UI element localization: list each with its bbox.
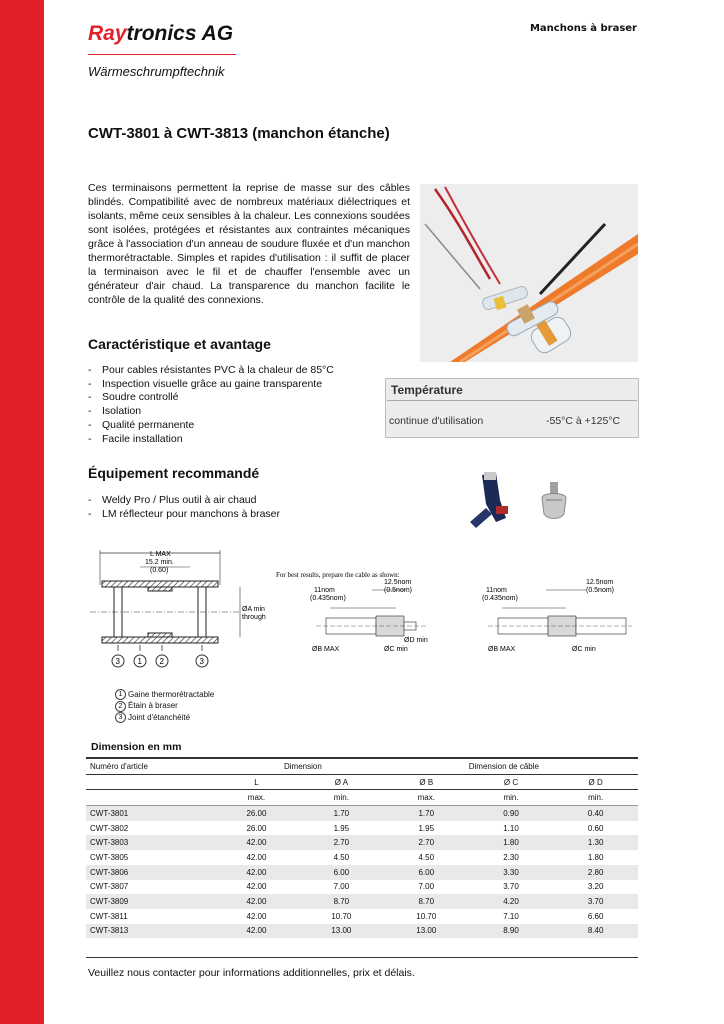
dimension-value-cell: 10.70 <box>416 911 437 921</box>
min-length-label: 15.2 min. <box>145 559 174 566</box>
unit-cell: min. <box>469 790 554 806</box>
diameter-c-label: ØC min <box>384 646 408 653</box>
dimension-value-cell: 8.70 <box>299 894 384 909</box>
dimension-value-cell: 8.40 <box>553 924 638 939</box>
nom-label: (0.435nom) <box>482 595 518 602</box>
heat-gun-image <box>462 470 522 532</box>
nom-label: (0.435nom) <box>310 595 346 602</box>
dimension-value-cell: 1.95 <box>333 823 350 833</box>
nom-label: 12.5nom <box>384 579 412 586</box>
legend-item <box>115 689 214 700</box>
equipment-item: - LM réflecteur pour manchons à braser <box>88 508 280 522</box>
footer-note: Veuillez nous contacter pour informations additionnelles, prix et délais. <box>88 967 415 979</box>
dimension-value-cell: 3.70 <box>503 882 519 892</box>
dimension-value-cell: 42.00 <box>246 882 267 892</box>
page-title: CWT-3801 à CWT-3813 (manchon étanche) <box>88 125 390 142</box>
article-number-cell: CWT-3811 <box>90 911 128 921</box>
table-row <box>86 850 638 865</box>
temperature-divider <box>387 400 637 401</box>
legend-text: Étain à braser <box>128 701 178 711</box>
table-row <box>86 865 638 880</box>
l-max-label: L MAX <box>150 551 171 558</box>
table-row <box>86 909 638 924</box>
callout-number: 1 <box>137 657 142 666</box>
col-article-header: Numéro d'article <box>86 758 214 774</box>
subheader-cell: L <box>214 774 299 790</box>
intro-paragraph: Ces terminaisons permettent la reprise de masse sur des câbles blindés. Compatibilité avec de nombreux matériaux diélectriques et isolants, même ceux sensibles à la chaleur. Les connexions soudées sont isolées, protégées et résistantes aux contraintes mécaniques grâce à l'association d'un anneau de soudure fluxée et d'un manchon thermorétractable. Simples et rapides d'utilisation : il suffit de placer la terminaison avec le fil et de chauffer l'ensemble avec un générateur d'air chaud. La transparence du manchon facilite le contrôle de la qualité des connexions. <box>88 182 410 306</box>
dimension-value-cell: 42.00 <box>246 911 267 921</box>
article-number-cell: CWT-3803 <box>86 835 214 850</box>
unit-cell: min. <box>553 790 638 806</box>
dimension-value-cell: 26.00 <box>246 823 267 833</box>
dimension-value-cell: 4.50 <box>333 852 350 862</box>
dimension-value-cell: 4.20 <box>469 894 554 909</box>
dimension-value-cell: 42.00 <box>214 924 299 939</box>
dimension-table <box>86 757 638 938</box>
article-number-cell: CWT-3809 <box>86 894 214 909</box>
dimension-value-cell: 42.00 <box>214 865 299 880</box>
table-row <box>86 880 638 895</box>
dimension-value-cell: 8.90 <box>469 924 554 939</box>
dimension-value-cell: 2.30 <box>503 852 519 862</box>
callout-number: 3 <box>199 657 204 666</box>
red-sidebar-band <box>0 0 44 1024</box>
article-number-cell: CWT-3813 <box>86 924 214 939</box>
equipment-item: - Weldy Pro / Plus outil à air chaud <box>88 494 280 508</box>
legend-number: 2 <box>115 701 126 712</box>
dimension-value-cell: 7.00 <box>333 882 350 892</box>
dimension-value-cell: 8.70 <box>384 894 469 909</box>
through-label: through <box>242 614 266 621</box>
dimension-value-cell: 0.40 <box>553 806 638 821</box>
diameter-b-label: ØB MAX <box>312 646 340 653</box>
temperature-box <box>385 378 639 438</box>
dimension-value-cell: 13.00 <box>299 924 384 939</box>
diameter-c-label: ØC min <box>572 646 596 653</box>
nom-label: 11nom <box>486 587 507 594</box>
table-row <box>86 924 638 939</box>
col-cable-header: Dimension de câble <box>469 758 638 774</box>
dimension-value-cell: 3.70 <box>553 894 638 909</box>
dimension-table-title: Dimension en mm <box>91 741 182 753</box>
dimension-value-cell: 26.00 <box>214 806 299 821</box>
nom-label: (0.5nom) <box>586 587 615 594</box>
dimension-value-cell: 2.70 <box>299 835 384 850</box>
dimension-value-cell: 1.10 <box>503 823 519 833</box>
temperature-label: continue d'utilisation <box>389 415 484 427</box>
legend-number: 1 <box>115 689 126 700</box>
features-heading: Caractéristique et avantage <box>88 336 271 352</box>
company-subtitle: Wärmeschrumpftechnik <box>88 64 225 79</box>
callout-number: 2 <box>159 657 164 666</box>
table-unit-row <box>86 790 638 806</box>
cable-preparation-drawing <box>276 568 638 660</box>
product-photo <box>420 184 638 362</box>
footer-divider <box>86 957 638 958</box>
article-number-cell: CWT-3807 <box>90 882 129 892</box>
dimension-value-cell: 13.00 <box>384 924 469 939</box>
subheader-cell: Ø D <box>553 774 638 790</box>
legend-text: Joint d'étanchéité <box>128 712 191 722</box>
legend-text: Gaine thermorétractable <box>128 690 215 699</box>
callout-number: 3 <box>115 657 120 666</box>
dimension-value-cell: 1.70 <box>384 806 469 821</box>
dimension-value-cell: 4.50 <box>418 852 435 862</box>
subheader-cell: Ø C <box>469 774 554 790</box>
feature-item: - Pour cables résistantes PVC à la chaleur de 85°C <box>88 364 334 378</box>
dimension-value-cell: 2.80 <box>553 865 638 880</box>
feature-item: - Inspection visuelle grâce au gaine transparente <box>88 378 334 392</box>
equipment-list <box>88 494 280 521</box>
dimension-value-cell: 7.00 <box>418 882 435 892</box>
dimension-value-cell: 6.00 <box>299 865 384 880</box>
unit-cell: min. <box>299 790 384 806</box>
company-logo: Raytronics AG <box>88 22 234 45</box>
feature-item: - Soudre controllé <box>88 391 334 405</box>
dimension-value-cell: 1.80 <box>469 835 554 850</box>
nom-label: 12.5nom <box>586 579 614 586</box>
document-category: Manchons à braser <box>529 23 637 34</box>
nom-label: 11nom <box>314 587 335 594</box>
legend-item <box>115 700 214 711</box>
prep-note: For best results, prepare the cable as shown: <box>276 571 400 579</box>
dimension-value-cell: 6.60 <box>587 911 604 921</box>
drawing-legend <box>115 689 214 723</box>
dimension-value-cell: 10.70 <box>331 911 352 921</box>
dimension-value-cell: 1.70 <box>299 806 384 821</box>
dimension-value-cell: 1.95 <box>418 823 435 833</box>
logo-underline <box>88 54 236 55</box>
dimension-value-cell: 42.00 <box>214 835 299 850</box>
unit-cell: max. <box>384 790 469 806</box>
min-length-inch-label: (0.60) <box>150 567 169 574</box>
unit-cell: max. <box>214 790 299 806</box>
article-number-cell: CWT-3802 <box>90 823 129 833</box>
temperature-value: -55°C à +125°C <box>546 415 621 427</box>
table-subheader-row <box>86 774 638 790</box>
feature-item: - Isolation <box>88 405 334 419</box>
subheader-cell: Ø B <box>384 774 469 790</box>
article-number-cell: CWT-3805 <box>90 852 129 862</box>
table-header-row <box>86 758 638 774</box>
table-row <box>86 821 638 836</box>
dimension-value-cell: 42.00 <box>246 852 267 862</box>
article-number-cell: CWT-3801 <box>86 806 214 821</box>
nom-label: (0.5nom) <box>384 587 413 594</box>
feature-item: - Qualité permanente <box>88 419 334 433</box>
equipment-heading: Équipement recommandé <box>88 465 260 481</box>
dimension-value-cell: 7.10 <box>503 911 519 921</box>
article-number-cell: CWT-3806 <box>86 865 214 880</box>
dimension-value-cell: 0.90 <box>469 806 554 821</box>
diameter-b-label: ØB MAX <box>488 646 516 653</box>
dimension-value-cell: 42.00 <box>214 894 299 909</box>
dimension-value-cell: 0.60 <box>587 823 604 833</box>
subheader-cell: Ø A <box>299 774 384 790</box>
temperature-title: Température <box>391 383 463 397</box>
table-row <box>86 835 638 850</box>
table-row <box>86 806 638 821</box>
reflector-nozzle-image <box>536 480 572 522</box>
dimension-value-cell: 1.30 <box>553 835 638 850</box>
dimension-value-cell: 3.20 <box>587 882 604 892</box>
cable-prep-view-left <box>310 579 428 653</box>
dimension-value-cell: 1.80 <box>587 852 604 862</box>
dimension-value-cell: 3.30 <box>469 865 554 880</box>
features-list <box>88 364 334 446</box>
diameter-a-label: ØA min <box>242 606 265 613</box>
sleeve-cross-section-drawing <box>90 545 280 675</box>
table-row <box>86 894 638 909</box>
diameter-d-label: ØD min <box>404 637 428 644</box>
feature-item: - Facile installation <box>88 433 334 447</box>
dimension-value-cell: 2.70 <box>384 835 469 850</box>
legend-item <box>115 712 214 723</box>
col-dimension-header: Dimension <box>214 758 469 774</box>
dimension-value-cell: 6.00 <box>384 865 469 880</box>
legend-number: 3 <box>115 712 126 723</box>
cable-prep-view-right <box>482 579 632 653</box>
